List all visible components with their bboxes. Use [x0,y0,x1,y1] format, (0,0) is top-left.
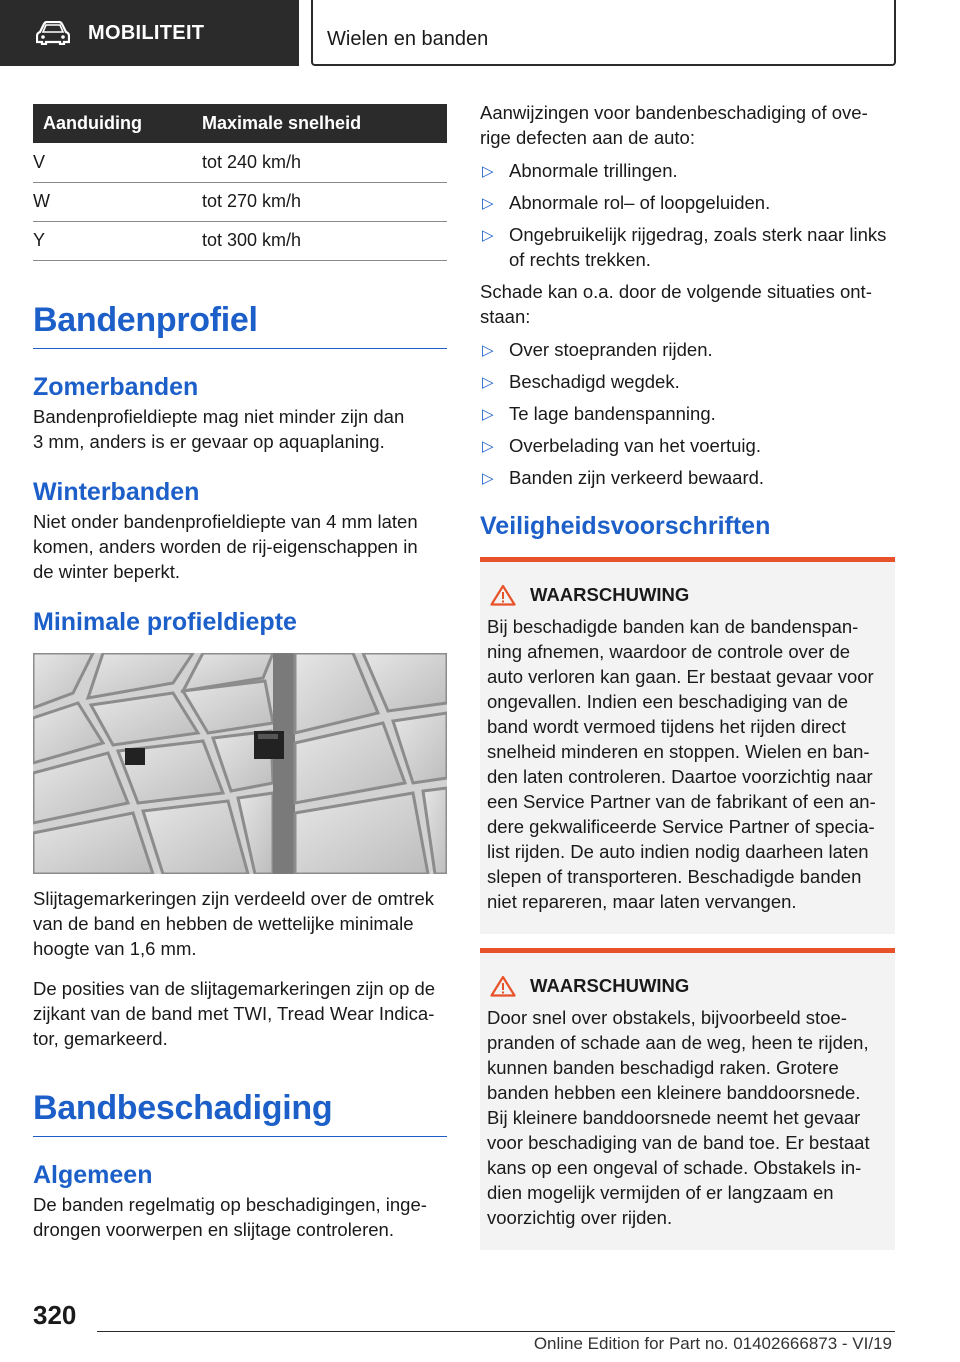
table-header: Aanduiding [33,104,186,143]
list-item [480,401,895,426]
zomerbanden-text [33,404,447,454]
text-line: niet repareren, maar laten vervangen. [487,891,797,912]
table-row [33,221,447,260]
text-line: Door snel over obstakels, bijvoorbeeld stoe- [487,1007,847,1028]
text-line: dere gekwalificeerde Service Partner of specia- [487,816,875,837]
page-number: 320 [33,1300,77,1330]
text-line: dien mogelijk vermijden of er langzaam en [487,1182,834,1203]
text-line: banden hebben een kleinere banddoorsnede. [487,1082,861,1103]
footer-divider [97,1331,895,1332]
table-cell: V [33,143,186,182]
text-line: voor beschadiging van de band toe. Er bestaat [487,1132,870,1153]
profieldiepte-text-2 [33,976,447,1051]
damage-indicators-list [480,158,895,272]
heading-veiligheidsvoorschriften: Veiligheidsvoorschriften [480,512,771,540]
text-line: Aanwijzingen voor bandenbeschadiging of ove- [480,102,868,123]
triangle-bullet-icon: ▷ [482,227,494,244]
footer-edition: Online Edition for Part no. 01402666873 - VI/19 [533,1334,892,1353]
winterbanden-text [33,509,447,584]
list-item [480,337,895,362]
algemeen-text [33,1192,447,1242]
triangle-bullet-icon: ▷ [482,374,494,391]
warning-header [487,584,887,606]
triangle-bullet-icon: ▷ [482,163,494,180]
text-line: band wordt vermoed tijdens het rijden direct [487,716,846,737]
text-line: Bij beschadigde banden kan de bandenspan- [487,616,859,637]
triangle-bullet-icon: ▷ [482,438,494,455]
heading-algemeen: Algemeen [33,1160,153,1189]
text-line: Banden zijn verkeerd bewaard. [509,467,765,488]
tire-tread-image [33,653,447,874]
text-line: staan: [480,306,531,327]
text-line: of rechts trekken. [509,249,651,270]
triangle-bullet-icon: ▷ [482,406,494,423]
text-line: rige defecten aan de auto: [480,127,695,148]
text-line: zijkant van de band met TWI, Tread Wear Indica- [33,1002,435,1024]
speed-rating-table [33,104,447,261]
text-line: hoogte van 1,6 mm. [33,937,197,959]
text-line: Niet onder bandenprofieldiepte van 4 mm laten [33,510,418,532]
page-header [0,0,960,66]
chapter-title: Wielen en banden [311,0,896,66]
text-line: auto verloren kan gaan. Er bestaat gevaar voor [487,666,874,687]
text-line: pranden of schade aan de weg, heen te rijden, [487,1032,869,1053]
list-item [480,433,895,458]
triangle-bullet-icon: ▷ [482,195,494,212]
heading-bandenprofiel: Bandenprofiel [33,301,447,349]
warning-box [480,948,895,1250]
text-line: Over stoepranden rijden. [509,339,713,360]
warning-text [487,614,887,914]
list-item [480,158,895,183]
text-line: ongevallen. Indien een beschadiging van de [487,691,849,712]
text-line: kunnen banden beschadigd raken. Grotere [487,1057,839,1078]
table-cell: tot 240 km/h [186,143,447,182]
right-column [480,100,895,1250]
table-row [33,182,447,221]
profieldiepte-text-1 [33,886,447,961]
text-line: Beschadigd wegdek. [509,371,680,392]
table-row [33,143,447,182]
warning-label: WAARSCHUWING [530,975,690,996]
list-item [480,465,895,490]
damage-causes-intro [480,279,895,329]
warning-triangle-icon [490,975,516,997]
car-icon [36,21,70,45]
text-line: Slijtagemarkeringen zijn verdeeld over de omtrek [33,887,435,909]
text-line: snelheid minderen en stoppen. Wielen en ban- [487,741,870,762]
table-cell: tot 300 km/h [186,221,447,260]
warning-label: WAARSCHUWING [530,584,690,605]
text-line: 3 mm, anders is er gevaar op aquaplaning. [33,430,385,452]
warning-box [480,557,895,934]
list-item [480,369,895,394]
text-line: den laten controleren. Daartoe voorzichtig naar [487,766,873,787]
warning-triangle-icon [490,584,516,606]
text-line: van de band en hebben de wettelijke minimale [33,912,414,934]
table-cell: tot 270 km/h [186,182,447,221]
text-line: list rijden. De auto indien nodig daarheen laten [487,841,869,862]
table-cell: Y [33,221,186,260]
warning-header [487,975,887,997]
text-line: De banden regelmatig op beschadigingen, inge- [33,1193,427,1215]
text-line: Overbelading van het voertuig. [509,435,761,456]
heading-winterbanden: Winterbanden [33,477,200,506]
triangle-bullet-icon: ▷ [482,342,494,359]
text-line: Abnormale trillingen. [509,160,678,181]
text-line: Schade kan o.a. door de volgende situaties ont- [480,281,872,302]
heading-zomerbanden: Zomerbanden [33,372,199,401]
section-title: MOBILITEIT [88,21,205,44]
text-line: Te lage bandenspanning. [509,403,716,424]
text-line: een Service Partner van de fabrikant of een an- [487,791,876,812]
text-line: Ongebruikelijk rijgedrag, zoals sterk naar links [509,224,887,245]
text-line: kans op een ongeval of schade. Obstakels in- [487,1157,862,1178]
text-line: voorzichtig over rijden. [487,1207,673,1228]
warning-text [487,1005,887,1230]
text-line: Bandenprofieldiepte mag niet minder zijn dan [33,405,405,427]
text-line: komen, anders worden de rij-eigenschappen in [33,535,418,557]
heading-bandbeschadiging: Bandbeschadiging [33,1089,447,1137]
list-item [480,190,895,215]
text-line: tor, gemarkeerd. [33,1027,168,1049]
list-item [480,222,895,272]
left-column [33,104,447,1242]
damage-indicators-intro [480,100,895,150]
text-line: slepen of transporteren. Beschadigde banden [487,866,862,887]
heading-minimale-profieldiepte: Minimale profieldiepte [33,607,297,636]
text-line: drongen voorwerpen en slijtage controleren. [33,1218,394,1240]
text-line: Abnormale rol– of loopgeluiden. [509,192,771,213]
section-tab[interactable] [0,0,299,66]
triangle-bullet-icon: ▷ [482,470,494,487]
text-line: ning afnemen, waardoor de controle over de [487,641,851,662]
text-line: de winter beperkt. [33,560,181,582]
text-line: Bij kleinere banddoorsnede neemt het gevaar [487,1107,861,1128]
text-line: De posities van de slijtagemarkeringen zijn op de [33,977,436,999]
table-cell: W [33,182,186,221]
damage-causes-list [480,337,895,490]
table-header: Maximale snelheid [186,104,447,143]
